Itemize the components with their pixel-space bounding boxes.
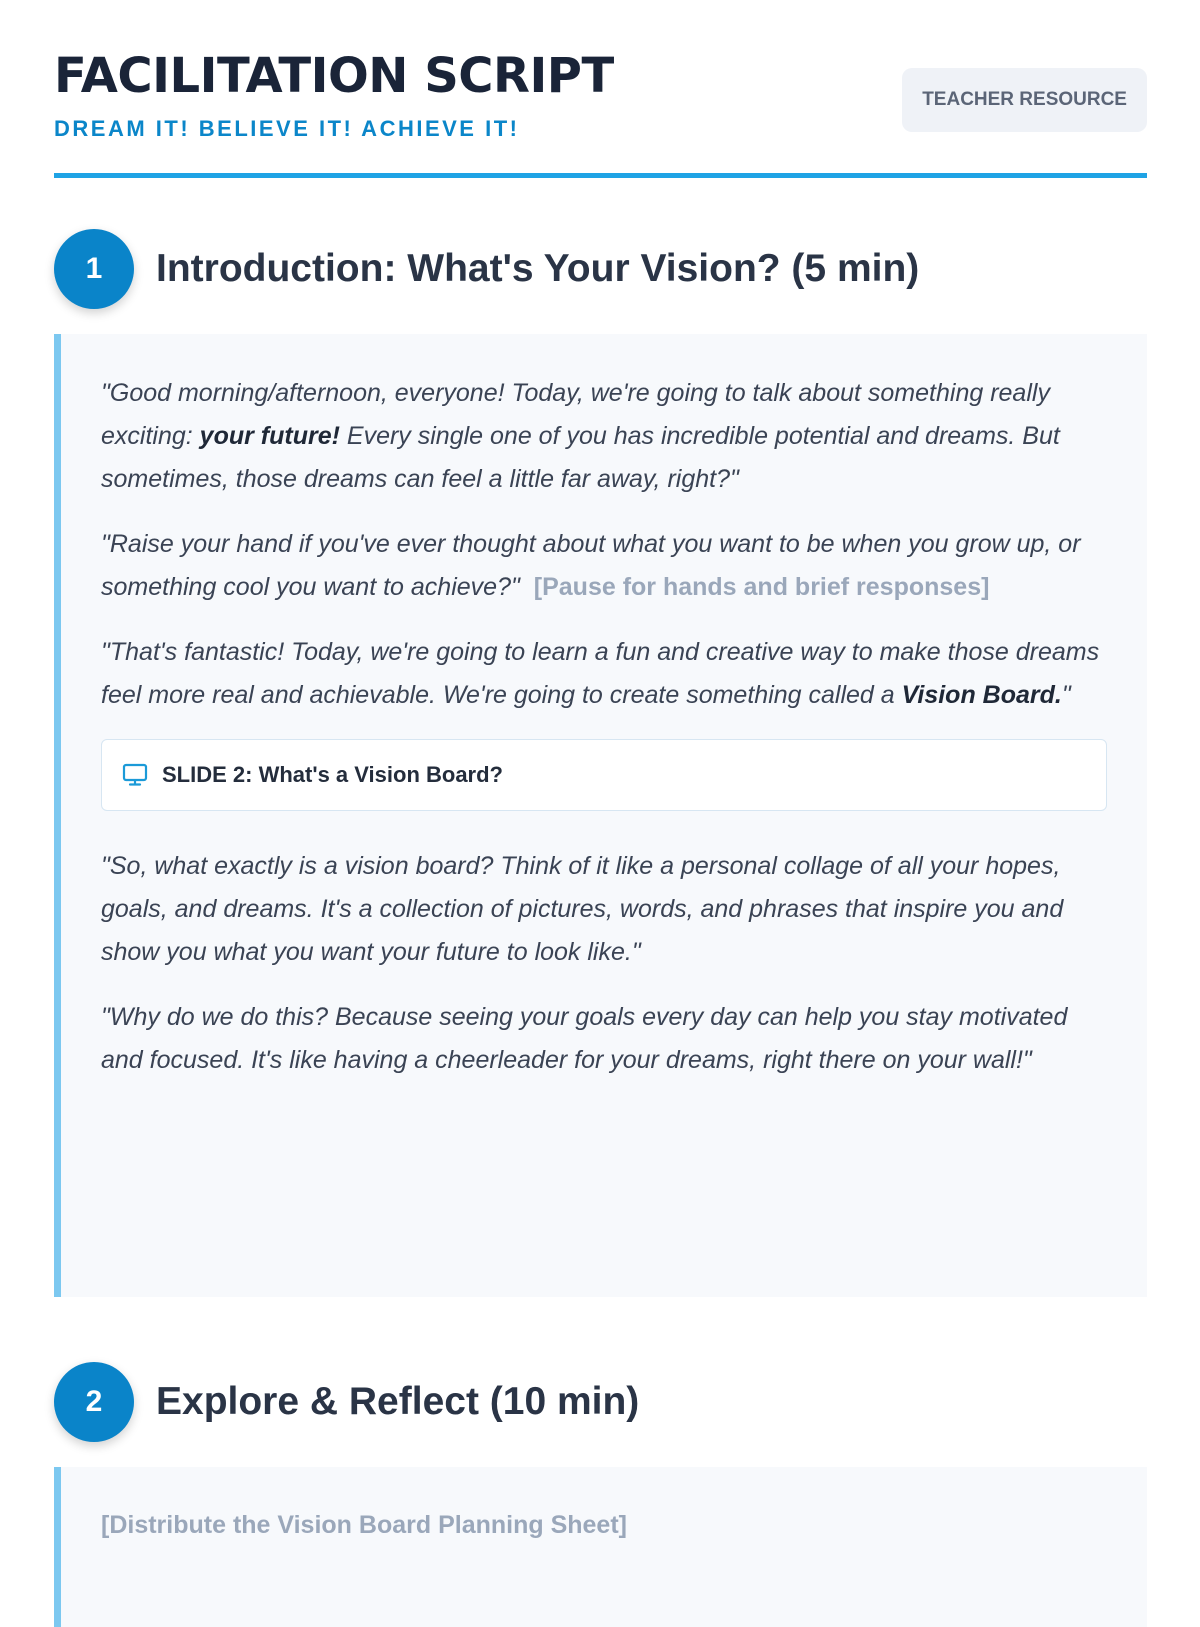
script-text: " (1061, 681, 1071, 709)
resource-badge: TEACHER RESOURCE (902, 68, 1147, 132)
page (54, 0, 1147, 1539)
script-paragraph (101, 372, 1107, 501)
script-paragraph: "Why do we do this? Because seeing your goals every day can help you stay motivated and focused. It's like having a cheerleader for your dreams, right there on your wall!" (101, 1003, 1068, 1074)
page-subtitle: DREAM IT! BELIEVE IT! ACHIEVE IT! (54, 116, 520, 141)
page-header (54, 0, 1147, 178)
page-title: FACILITATION SCRIPT (54, 48, 614, 104)
section-title: Explore & Reflect (10 min) (156, 1380, 640, 1423)
section-title: Introduction: What's Your Vision? (5 min) (156, 247, 920, 290)
section-number-badge: 1 (54, 229, 134, 309)
slide-label: SLIDE 2: What's a Vision Board? (162, 762, 503, 787)
script-box-2 (54, 1467, 1147, 1627)
script-text: Every single one of you has incredible potential and dreams. But sometimes, those dreams can feel a little far away, right?" (101, 422, 1060, 493)
script-text: "Raise your hand if you've ever thought about what you want to be when you grow up, or something cool you want to achieve?" (101, 530, 1081, 601)
script-box-1 (54, 334, 1147, 1297)
monitor-icon (122, 763, 148, 787)
stage-direction: [Pause for hands and brief responses] (533, 573, 990, 601)
section-2-header (54, 1362, 639, 1442)
emphasis-text: your future! (199, 422, 340, 450)
stage-direction: [Distribute the Vision Board Planning Sheet] (101, 1511, 627, 1539)
section-number-badge: 2 (54, 1362, 134, 1442)
emphasis-text: Vision Board. (901, 681, 1062, 709)
slide-callout (101, 739, 1107, 811)
section-1-header (54, 229, 919, 309)
script-text: "That's fantastic! Today, we're going to learn a fun and creative way to make those dreams feel more real and achievable. We're going to create something called a (101, 638, 1100, 709)
script-text: "Good morning/afternoon, everyone! Today, we're going to talk about something really exciting: (101, 379, 1050, 450)
script-paragraph (101, 631, 1107, 717)
script-paragraph: "So, what exactly is a vision board? Think of it like a personal collage of all your hopes, goals, and dreams. It's a collection of pictures, words, and phrases that inspire you and show you what you want your future to look like." (101, 852, 1064, 966)
script-paragraph (101, 523, 1107, 609)
